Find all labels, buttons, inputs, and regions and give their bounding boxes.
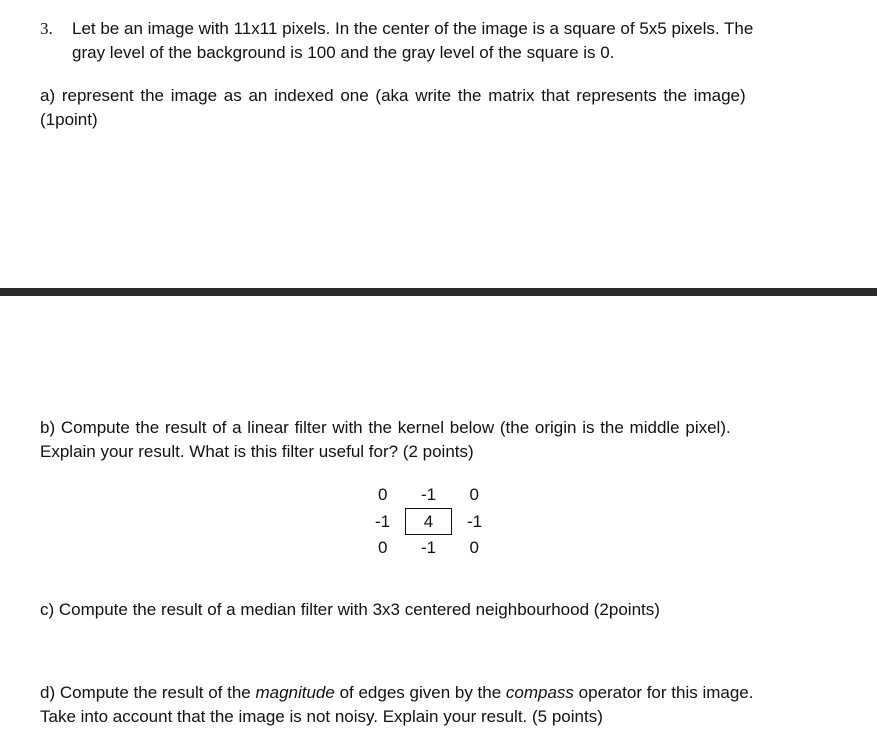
- kernel-row: [360, 509, 497, 535]
- question-intro-line1: Let be an image with 11x11 pixels. In the center of the image is a square of 5x5 pixels. The: [72, 19, 754, 38]
- part-b: [40, 416, 835, 464]
- part-b-line1: b) Compute the result of a linear filter with the kernel below (the origin is the middle pixel).: [40, 418, 731, 437]
- question-number: 3.: [40, 19, 53, 38]
- part-a-line2: (1point): [40, 110, 98, 129]
- part-c: [40, 598, 835, 622]
- part-d-post: operator for this image.: [573, 683, 754, 702]
- question-intro: [72, 17, 842, 65]
- kernel-matrix: [360, 482, 497, 561]
- part-d-pre: d) Compute the result of the: [40, 683, 256, 702]
- kernel-cell: -1: [420, 538, 437, 557]
- part-c-text: c) Compute the result of a median filter with 3x3 centered neighbourhood (2points): [40, 600, 660, 619]
- kernel-cell: -1: [466, 511, 483, 531]
- part-d-line1: [40, 681, 835, 705]
- part-a-line1: a) represent the image as an indexed one (aka write the matrix that represents the image): [40, 86, 746, 105]
- kernel-origin-cell: 4: [406, 509, 452, 535]
- kernel-cell: -1: [420, 485, 437, 504]
- part-b-line2: Explain your result. What is this filter useful for? (2 points): [40, 442, 474, 461]
- kernel-cell: 0: [469, 537, 479, 557]
- section-divider: [0, 288, 877, 296]
- kernel-cell: -1: [374, 511, 391, 531]
- part-d: [40, 681, 835, 729]
- part-d-emphasis-magnitude: magnitude: [255, 683, 335, 702]
- kernel-cell: 0: [378, 485, 388, 505]
- part-d-emphasis-compass: compass: [505, 683, 574, 702]
- kernel-row: [360, 482, 497, 509]
- part-d-line2: Take into account that the image is not noisy. Explain your result. (5 points): [40, 707, 603, 726]
- kernel-row: [360, 535, 497, 562]
- kernel-cell: 0: [378, 537, 388, 557]
- kernel-cell: 0: [469, 485, 479, 505]
- question-intro-line2: gray level of the background is 100 and the gray level of the square is 0.: [72, 43, 615, 62]
- part-a: [40, 84, 835, 132]
- part-d-mid: of edges given by the: [334, 683, 506, 702]
